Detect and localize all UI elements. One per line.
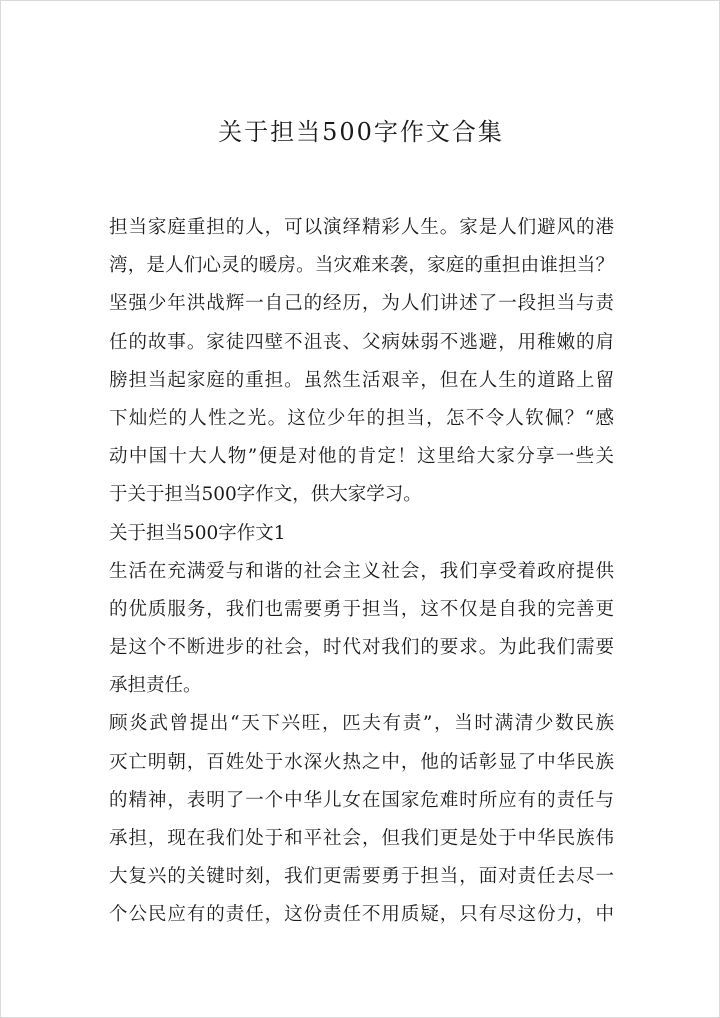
document-title: 关于担当500字作文合集 xyxy=(218,118,504,146)
text-line: 顾炎武曾提出“天下兴旺，匹夫有责”，当时满清少数民族 xyxy=(109,713,614,735)
text-line: 任的故事。家徒四壁不沮丧、父病妹弱不逃避，用稚嫩的肩 xyxy=(109,331,614,353)
document-body xyxy=(109,209,614,935)
text-line: 膀担当起家庭的重担。虽然生活艰辛，但在人生的道路上留 xyxy=(109,369,614,391)
section-heading: 关于担当500字作文1 xyxy=(109,522,286,544)
text-line: 的精神，表明了一个中华儿女在国家危难时所应有的责任与 xyxy=(109,789,614,811)
text-line: 动中国十大人物”便是对他的肯定！这里给大家分享一些关 xyxy=(109,446,614,468)
text-line: 是这个不断进步的社会，时代对我们的要求。为此我们需要 xyxy=(109,637,614,659)
text-line: 生活在充满爱与和谐的社会主义社会，我们享受着政府提供 xyxy=(109,560,614,582)
text-line: 担当家庭重担的人，可以演绎精彩人生。家是人们避风的港 xyxy=(109,217,614,238)
text-line: 坚强少年洪战辉一自己的经历，为人们讲述了一段担当与责 xyxy=(109,293,614,315)
text-line: 灭亡明朝，百姓处于水深火热之中，他的话彰显了中华民族 xyxy=(109,751,614,773)
text-line: 湾，是人们心灵的暖房。当灾难来袭，家庭的重担由谁担当？ xyxy=(109,255,614,277)
text-line: 承担责任。 xyxy=(109,675,202,697)
text-line: 于关于担当500字作文，供大家学习。 xyxy=(109,484,422,506)
text-line: 个公民应有的责任，这份责任不用质疑，只有尽这份力，中 xyxy=(109,904,614,926)
text-line: 下灿烂的人性之光。这位少年的担当，怎不令人钦佩？“感 xyxy=(109,407,614,429)
text-line: 承担，现在我们处于和平社会，但我们更是处于中华民族伟 xyxy=(109,828,614,849)
text-line: 的优质服务，我们也需要勇于担当，这不仅是自我的完善更 xyxy=(109,598,614,620)
text-line: 大复兴的关键时刻，我们更需要勇于担当，面对责任去尽一 xyxy=(109,866,614,888)
